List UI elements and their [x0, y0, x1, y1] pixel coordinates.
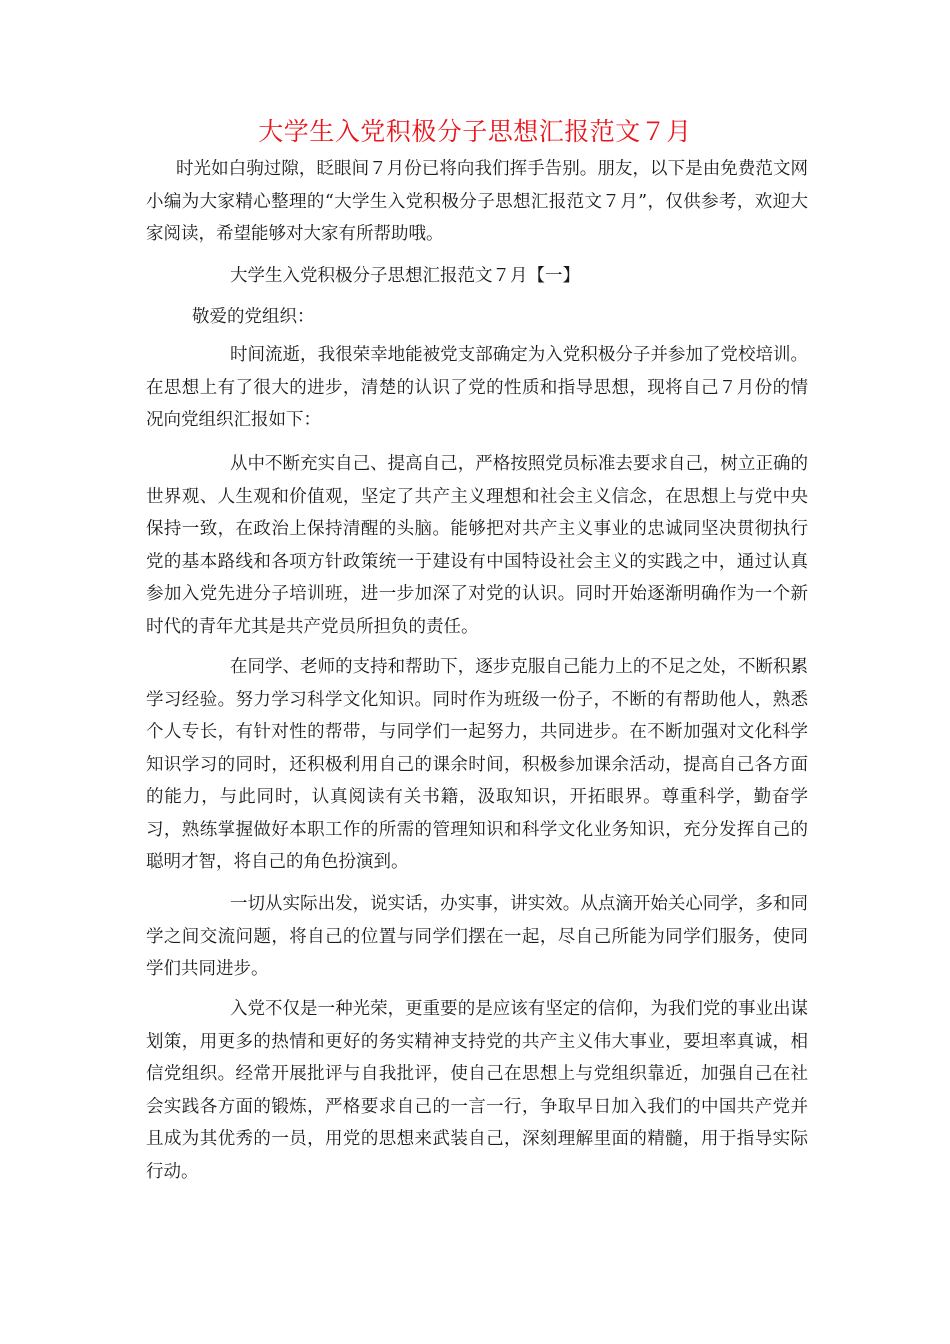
section-subheading: 大学生入党积极分子思想汇报范文７月【一】 — [230, 266, 580, 286]
document-title: 大学生入党积极分子思想汇报范文７月 — [258, 117, 692, 146]
body-paragraph: 时间流逝，我很荣幸地能被党支部确定为入党积极分子并参加了党校培训。在思想上有了很大的进步，清楚的认识了党的性质和指导思想，现将自己７月份的情况向党组织汇报如下： — [146, 345, 808, 430]
intro-paragraph: 时光如白驹过隙，眨眼间７月份已将向我们挥手告别。朋友，以下是由免费范文网小编为大家精心整理的“大学生入党积极分子思想汇报范文７月”，仅供参考，欢迎大家阅读，希望能够对大家有所帮助哦。 — [146, 159, 808, 244]
body-paragraph: 入党不仅是一种光荣，更重要的是应该有坚定的信仰，为我们党的事业出谋划策，用更多的热情和更好的务实精神支持党的共产主义伟大事业，要坦率真诚，相信党组织。经常开展批评与自我批评，使自己在思想上与党组织靠近，加强自己在社会实践各方面的锻炼，严格要求自己的一言一行，争取早日加入我们的中国共产党并且成为其优秀的一员，用党的思想来武装自己，深刻理解里面的精髓，用于指导实际行动。 — [146, 999, 808, 1182]
body-paragraph: 从中不断充实自己、提高自己，严格按照党员标准去要求自己，树立正确的世界观、人生观和价值观，坚定了共产主义理想和社会主义信念，在思想上与党中央保持一致，在政治上保持清醒的头脑。能够把对共产主义事业的忠诚同坚决贯彻执行党的基本路线和各项方针政策统一于建设有中国特设社会主义的实践之中，通过认真参加入党先进分子培训班，进一步加深了对党的认识。同时开始逐渐明确作为一个新时代的青年尤其是共产党员所担负的责任。 — [146, 454, 808, 637]
salutation: 敬爱的党组织： — [192, 307, 315, 327]
body-paragraph: 在同学、老师的支持和帮助下，逐步克服自己能力上的不足之处，不断积累学习经验。努力学习科学文化知识。同时作为班级一份子，不断的有帮助他人，熟悉个人专长，有针对性的帮带，与同学们一起努力，共同进步。在不断加强对文化科学知识学习的同时，还积极利用自己的课余时间，积极参加课余活动，提高自己各方面的能力，与此同时，认真阅读有关书籍，汲取知识，开拓眼界。尊重科学，勤奋学习，熟练掌握做好本职工作的所需的管理知识和科学文化业务知识，充分发挥自己的聪明才智，将自己的角色扮演到。 — [146, 657, 808, 872]
body-paragraph: 一切从实际出发，说实话，办实事，讲实效。从点滴开始关心同学，多和同学之间交流问题，将自己的位置与同学们摆在一起，尽自己所能为同学们服务，使同学们共同进步。 — [146, 894, 808, 979]
